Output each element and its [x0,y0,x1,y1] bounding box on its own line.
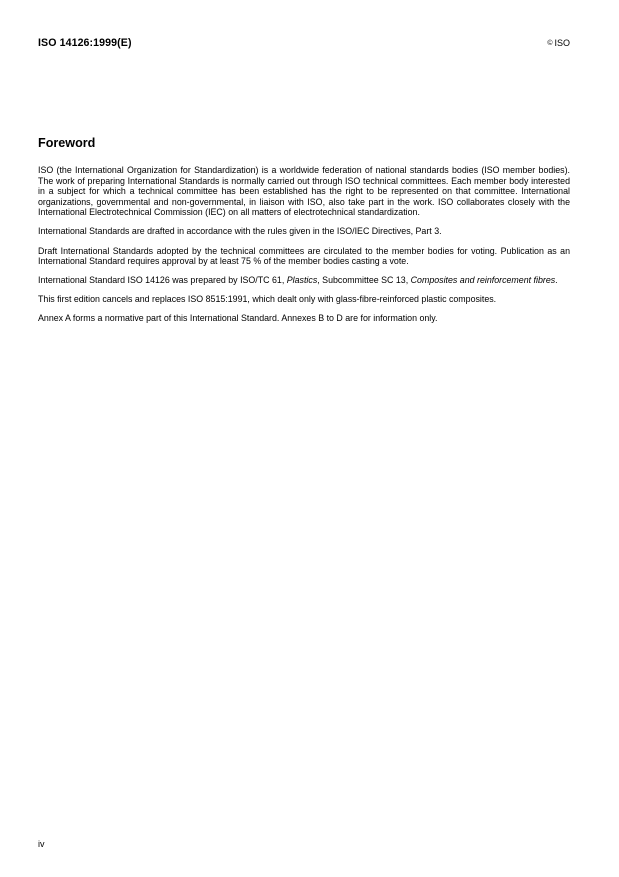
copyright-owner: ISO [554,38,570,48]
paragraph-preparation [38,275,570,286]
committee-name: Plastics [286,275,318,286]
subcommittee-name: Composites and reinforcement fibres [410,275,556,286]
copyright-notice [547,38,570,48]
copyright-icon: © [547,40,553,47]
section-title: Foreword [38,136,96,150]
paragraph-edition: This first edition cancels and replaces ISO 8515:1991, which dealt only with glass-fibre-reinforced plastic composites. [38,294,497,305]
paragraph-drafting-rules: International Standards are drafted in accordance with the rules given in the ISO/IEC Directives, Part 3. [38,226,442,237]
preparation-text-3: . [555,275,558,286]
preparation-text-2: , Subcommittee SC 13, [317,275,411,286]
document-id: ISO 14126:1999(E) [38,37,132,49]
foreword-body [38,165,570,333]
paragraph-annexes: Annex A forms a normative part of this International Standard. Annexes B to D are for information only. [38,313,438,324]
paragraph-iso-intro: ISO (the International Organization for Standardization) is a worldwide federation of national standards bodies (ISO member bodies). The work of preparing International Standards is normally carried out through ISO technical committees. Each member body interested in a subject for which a technical committee has been established has the right to be represented on that committee. International organizations, governmental and non-governmental, in liaison with ISO, also take part in the work. ISO collaborates closely with the International Electrotechnical Commission (IEC) on all matters of electrotechnical standardization. [38,165,570,218]
paragraph-voting: Draft International Standards adopted by the technical committees are circulated to the member bodies for voting. Publication as an International Standard requires approval by at least 75 % of the member bodies casting a vote. [38,245,570,267]
preparation-text-1: International Standard ISO 14126 was prepared by ISO/TC 61, [38,275,287,286]
page-number: iv [38,839,45,849]
